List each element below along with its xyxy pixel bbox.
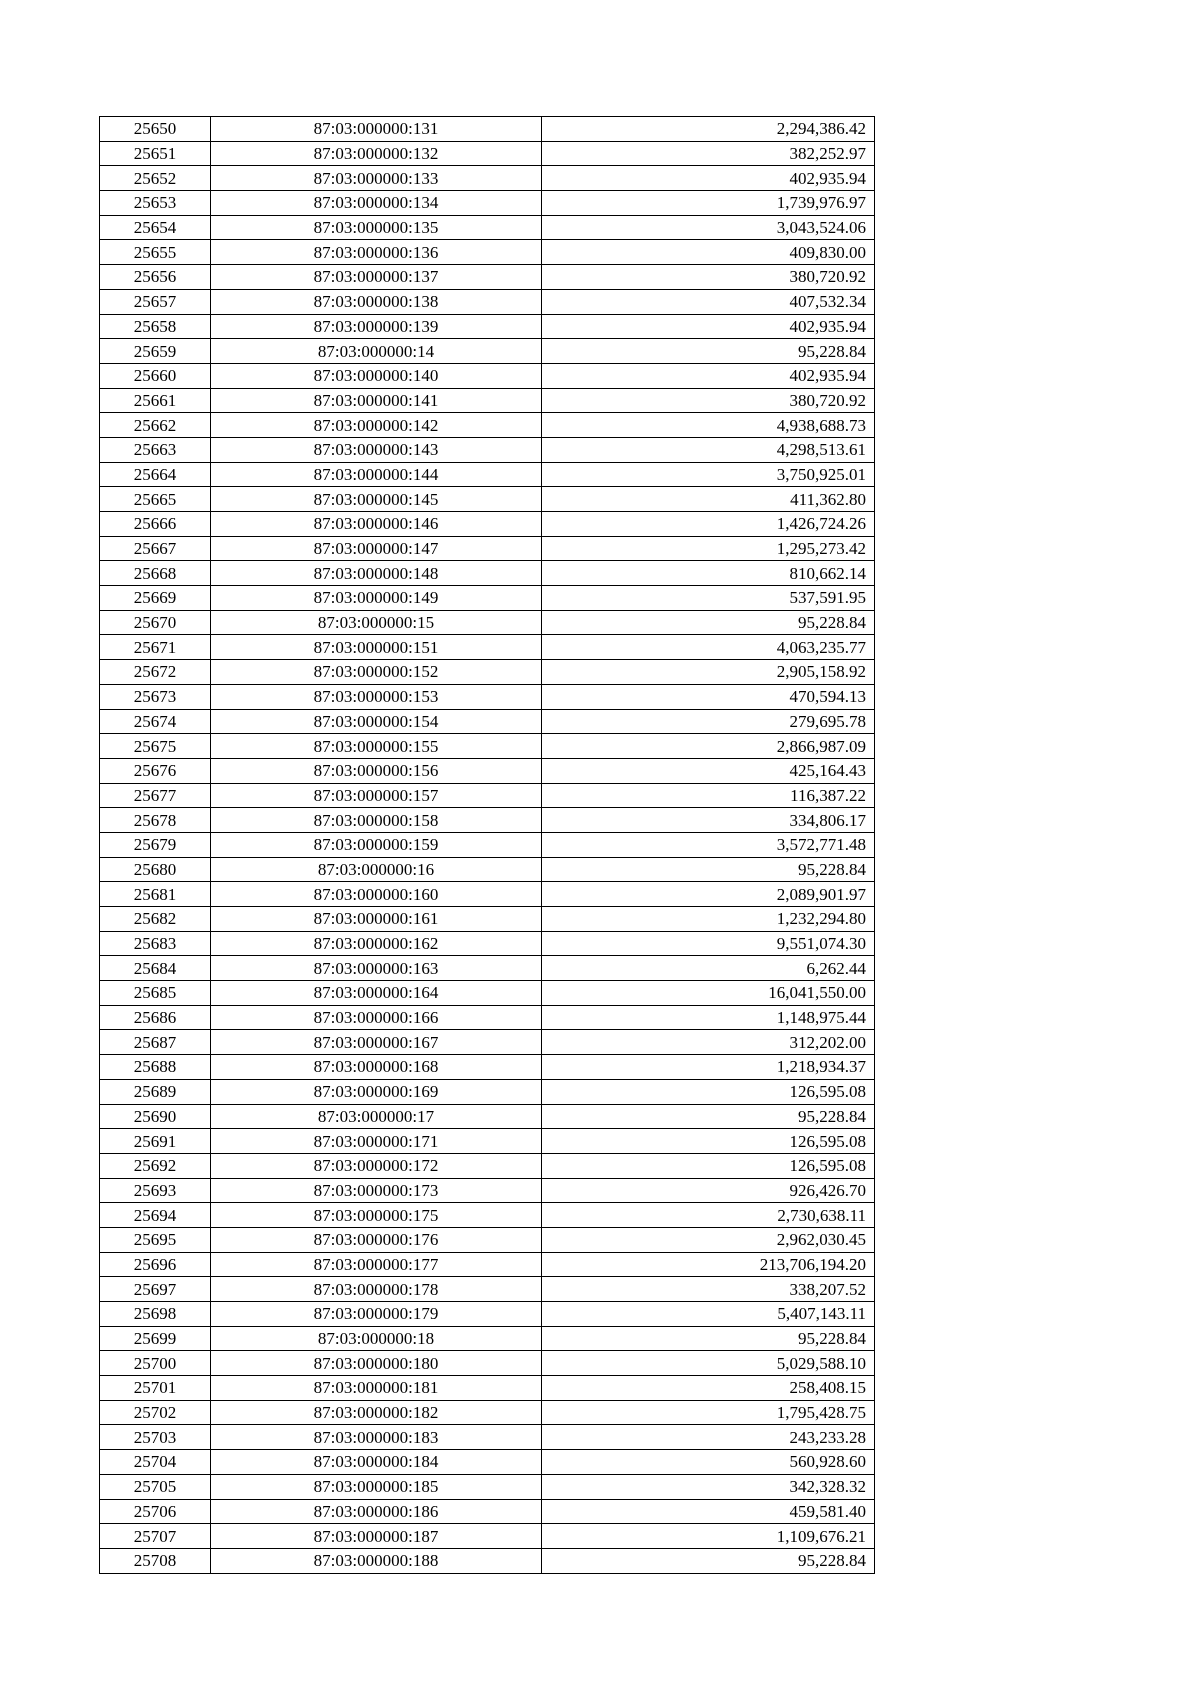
value-cell: 1,218,934.37: [542, 1055, 875, 1080]
row-number-cell: 25673: [100, 684, 211, 709]
value-cell: 4,298,513.61: [542, 437, 875, 462]
cadastral-number-cell: 87:03:000000:15: [211, 610, 542, 635]
table-row: [100, 536, 875, 561]
cadastral-number-cell: 87:03:000000:143: [211, 437, 542, 462]
cadastral-number-cell: 87:03:000000:148: [211, 561, 542, 586]
table-row: [100, 1400, 875, 1425]
row-number-cell: 25703: [100, 1425, 211, 1450]
cadastral-number-cell: 87:03:000000:169: [211, 1079, 542, 1104]
table-row: [100, 1178, 875, 1203]
table-row: [100, 1376, 875, 1401]
table-row: [100, 166, 875, 191]
row-number-cell: 25651: [100, 141, 211, 166]
table-row: [100, 981, 875, 1006]
value-cell: 810,662.14: [542, 561, 875, 586]
value-cell: 4,063,235.77: [542, 635, 875, 660]
table-row: [100, 561, 875, 586]
table-row: [100, 1104, 875, 1129]
row-number-cell: 25705: [100, 1474, 211, 1499]
cadastral-number-cell: 87:03:000000:162: [211, 931, 542, 956]
cadastral-number-cell: 87:03:000000:161: [211, 907, 542, 932]
row-number-cell: 25685: [100, 981, 211, 1006]
row-number-cell: 25659: [100, 339, 211, 364]
table-row: [100, 1005, 875, 1030]
row-number-cell: 25667: [100, 536, 211, 561]
row-number-cell: 25652: [100, 166, 211, 191]
value-cell: 95,228.84: [542, 857, 875, 882]
value-cell: 407,532.34: [542, 289, 875, 314]
value-cell: 2,866,987.09: [542, 734, 875, 759]
cadastral-number-cell: 87:03:000000:159: [211, 832, 542, 857]
row-number-cell: 25658: [100, 314, 211, 339]
cadastral-number-cell: 87:03:000000:145: [211, 487, 542, 512]
row-number-cell: 25677: [100, 783, 211, 808]
row-number-cell: 25695: [100, 1227, 211, 1252]
cadastral-number-cell: 87:03:000000:144: [211, 462, 542, 487]
table-row: [100, 586, 875, 611]
value-cell: 95,228.84: [542, 1548, 875, 1573]
value-cell: 1,232,294.80: [542, 907, 875, 932]
row-number-cell: 25690: [100, 1104, 211, 1129]
value-cell: 16,041,550.00: [542, 981, 875, 1006]
table-row: [100, 462, 875, 487]
cadastral-number-cell: 87:03:000000:177: [211, 1252, 542, 1277]
cadastral-number-cell: 87:03:000000:175: [211, 1203, 542, 1228]
table-row: [100, 1030, 875, 1055]
value-cell: 126,595.08: [542, 1129, 875, 1154]
table-row: [100, 1326, 875, 1351]
table-row: [100, 1129, 875, 1154]
value-cell: 334,806.17: [542, 808, 875, 833]
value-cell: 5,029,588.10: [542, 1351, 875, 1376]
value-cell: 1,426,724.26: [542, 512, 875, 537]
row-number-cell: 25655: [100, 240, 211, 265]
value-cell: 258,408.15: [542, 1376, 875, 1401]
row-number-cell: 25666: [100, 512, 211, 537]
table-row: [100, 413, 875, 438]
cadastral-number-cell: 87:03:000000:171: [211, 1129, 542, 1154]
table-row: [100, 1499, 875, 1524]
value-cell: 116,387.22: [542, 783, 875, 808]
row-number-cell: 25693: [100, 1178, 211, 1203]
value-cell: 279,695.78: [542, 709, 875, 734]
value-cell: 213,706,194.20: [542, 1252, 875, 1277]
row-number-cell: 25671: [100, 635, 211, 660]
table-row: [100, 1055, 875, 1080]
row-number-cell: 25661: [100, 388, 211, 413]
table-row: [100, 1302, 875, 1327]
row-number-cell: 25665: [100, 487, 211, 512]
row-number-cell: 25683: [100, 931, 211, 956]
cadastral-number-cell: 87:03:000000:142: [211, 413, 542, 438]
value-cell: 9,551,074.30: [542, 931, 875, 956]
cadastral-number-cell: 87:03:000000:152: [211, 660, 542, 685]
cadastral-number-cell: 87:03:000000:16: [211, 857, 542, 882]
table-row: [100, 314, 875, 339]
value-cell: 95,228.84: [542, 1104, 875, 1129]
table-row: [100, 240, 875, 265]
table-row: [100, 832, 875, 857]
row-number-cell: 25670: [100, 610, 211, 635]
row-number-cell: 25691: [100, 1129, 211, 1154]
table-row: [100, 1524, 875, 1549]
cadastral-number-cell: 87:03:000000:149: [211, 586, 542, 611]
row-number-cell: 25676: [100, 758, 211, 783]
table-row: [100, 783, 875, 808]
value-cell: 1,739,976.97: [542, 191, 875, 216]
value-cell: 2,962,030.45: [542, 1227, 875, 1252]
value-cell: 409,830.00: [542, 240, 875, 265]
row-number-cell: 25684: [100, 956, 211, 981]
value-cell: 402,935.94: [542, 166, 875, 191]
row-number-cell: 25706: [100, 1499, 211, 1524]
table-row: [100, 215, 875, 240]
row-number-cell: 25699: [100, 1326, 211, 1351]
cadastral-number-cell: 87:03:000000:153: [211, 684, 542, 709]
cadastral-number-cell: 87:03:000000:14: [211, 339, 542, 364]
row-number-cell: 25689: [100, 1079, 211, 1104]
row-number-cell: 25704: [100, 1450, 211, 1475]
row-number-cell: 25694: [100, 1203, 211, 1228]
cadastral-number-cell: 87:03:000000:187: [211, 1524, 542, 1549]
table-row: [100, 512, 875, 537]
row-number-cell: 25653: [100, 191, 211, 216]
value-cell: 382,252.97: [542, 141, 875, 166]
row-number-cell: 25675: [100, 734, 211, 759]
value-cell: 243,233.28: [542, 1425, 875, 1450]
row-number-cell: 25696: [100, 1252, 211, 1277]
value-cell: 402,935.94: [542, 363, 875, 388]
table-row: [100, 907, 875, 932]
table-row: [100, 1277, 875, 1302]
value-cell: 3,750,925.01: [542, 462, 875, 487]
table-body: [100, 117, 875, 1574]
value-cell: 6,262.44: [542, 956, 875, 981]
table-row: [100, 931, 875, 956]
table-row: [100, 1351, 875, 1376]
row-number-cell: 25698: [100, 1302, 211, 1327]
cadastral-number-cell: 87:03:000000:168: [211, 1055, 542, 1080]
cadastral-number-cell: 87:03:000000:135: [211, 215, 542, 240]
table-row: [100, 857, 875, 882]
row-number-cell: 25654: [100, 215, 211, 240]
row-number-cell: 25701: [100, 1376, 211, 1401]
cadastral-number-cell: 87:03:000000:154: [211, 709, 542, 734]
value-cell: 402,935.94: [542, 314, 875, 339]
row-number-cell: 25687: [100, 1030, 211, 1055]
row-number-cell: 25662: [100, 413, 211, 438]
row-number-cell: 25680: [100, 857, 211, 882]
cadastral-number-cell: 87:03:000000:139: [211, 314, 542, 339]
table-row: [100, 1548, 875, 1573]
table-row: [100, 882, 875, 907]
cadastral-number-cell: 87:03:000000:18: [211, 1326, 542, 1351]
table-row: [100, 1227, 875, 1252]
table-row: [100, 117, 875, 142]
data-table: [99, 116, 875, 1574]
row-number-cell: 25707: [100, 1524, 211, 1549]
table-row: [100, 684, 875, 709]
value-cell: 411,362.80: [542, 487, 875, 512]
table-row: [100, 1203, 875, 1228]
table-row: [100, 758, 875, 783]
row-number-cell: 25697: [100, 1277, 211, 1302]
table-row: [100, 1474, 875, 1499]
cadastral-number-cell: 87:03:000000:183: [211, 1425, 542, 1450]
cadastral-number-cell: 87:03:000000:141: [211, 388, 542, 413]
table-row: [100, 610, 875, 635]
table-row: [100, 388, 875, 413]
table-row: [100, 956, 875, 981]
table-row: [100, 1450, 875, 1475]
cadastral-number-cell: 87:03:000000:163: [211, 956, 542, 981]
cadastral-number-cell: 87:03:000000:132: [211, 141, 542, 166]
value-cell: 1,109,676.21: [542, 1524, 875, 1549]
value-cell: 380,720.92: [542, 265, 875, 290]
row-number-cell: 25663: [100, 437, 211, 462]
value-cell: 560,928.60: [542, 1450, 875, 1475]
table-row: [100, 709, 875, 734]
value-cell: 95,228.84: [542, 610, 875, 635]
table-row: [100, 437, 875, 462]
value-cell: 3,043,524.06: [542, 215, 875, 240]
value-cell: 2,730,638.11: [542, 1203, 875, 1228]
value-cell: 95,228.84: [542, 339, 875, 364]
row-number-cell: 25672: [100, 660, 211, 685]
cadastral-number-cell: 87:03:000000:158: [211, 808, 542, 833]
row-number-cell: 25669: [100, 586, 211, 611]
value-cell: 342,328.32: [542, 1474, 875, 1499]
cadastral-number-cell: 87:03:000000:176: [211, 1227, 542, 1252]
table-row: [100, 339, 875, 364]
row-number-cell: 25692: [100, 1153, 211, 1178]
value-cell: 1,295,273.42: [542, 536, 875, 561]
cadastral-number-cell: 87:03:000000:172: [211, 1153, 542, 1178]
table-row: [100, 141, 875, 166]
table-row: [100, 289, 875, 314]
cadastral-number-cell: 87:03:000000:156: [211, 758, 542, 783]
cadastral-number-cell: 87:03:000000:140: [211, 363, 542, 388]
table-row: [100, 808, 875, 833]
cadastral-number-cell: 87:03:000000:157: [211, 783, 542, 808]
cadastral-number-cell: 87:03:000000:151: [211, 635, 542, 660]
cadastral-number-cell: 87:03:000000:155: [211, 734, 542, 759]
cadastral-number-cell: 87:03:000000:173: [211, 1178, 542, 1203]
value-cell: 2,294,386.42: [542, 117, 875, 142]
value-cell: 459,581.40: [542, 1499, 875, 1524]
cadastral-number-cell: 87:03:000000:185: [211, 1474, 542, 1499]
value-cell: 312,202.00: [542, 1030, 875, 1055]
table-row: [100, 487, 875, 512]
cadastral-number-cell: 87:03:000000:133: [211, 166, 542, 191]
row-number-cell: 25668: [100, 561, 211, 586]
table-row: [100, 1425, 875, 1450]
cadastral-number-cell: 87:03:000000:147: [211, 536, 542, 561]
table-row: [100, 265, 875, 290]
value-cell: 1,148,975.44: [542, 1005, 875, 1030]
cadastral-number-cell: 87:03:000000:160: [211, 882, 542, 907]
table-row: [100, 1079, 875, 1104]
row-number-cell: 25657: [100, 289, 211, 314]
value-cell: 5,407,143.11: [542, 1302, 875, 1327]
row-number-cell: 25688: [100, 1055, 211, 1080]
table-row: [100, 191, 875, 216]
cadastral-number-cell: 87:03:000000:131: [211, 117, 542, 142]
value-cell: 2,089,901.97: [542, 882, 875, 907]
value-cell: 4,938,688.73: [542, 413, 875, 438]
table-row: [100, 1153, 875, 1178]
row-number-cell: 25686: [100, 1005, 211, 1030]
cadastral-number-cell: 87:03:000000:164: [211, 981, 542, 1006]
row-number-cell: 25660: [100, 363, 211, 388]
cadastral-number-cell: 87:03:000000:180: [211, 1351, 542, 1376]
cadastral-number-cell: 87:03:000000:179: [211, 1302, 542, 1327]
row-number-cell: 25681: [100, 882, 211, 907]
cadastral-number-cell: 87:03:000000:167: [211, 1030, 542, 1055]
cadastral-number-cell: 87:03:000000:17: [211, 1104, 542, 1129]
value-cell: 3,572,771.48: [542, 832, 875, 857]
cadastral-number-cell: 87:03:000000:134: [211, 191, 542, 216]
value-cell: 926,426.70: [542, 1178, 875, 1203]
cadastral-number-cell: 87:03:000000:186: [211, 1499, 542, 1524]
cadastral-number-cell: 87:03:000000:166: [211, 1005, 542, 1030]
value-cell: 537,591.95: [542, 586, 875, 611]
row-number-cell: 25674: [100, 709, 211, 734]
row-number-cell: 25702: [100, 1400, 211, 1425]
cadastral-number-cell: 87:03:000000:188: [211, 1548, 542, 1573]
table-row: [100, 734, 875, 759]
value-cell: 95,228.84: [542, 1326, 875, 1351]
cadastral-number-cell: 87:03:000000:138: [211, 289, 542, 314]
cadastral-number-cell: 87:03:000000:178: [211, 1277, 542, 1302]
row-number-cell: 25700: [100, 1351, 211, 1376]
value-cell: 126,595.08: [542, 1079, 875, 1104]
row-number-cell: 25679: [100, 832, 211, 857]
cadastral-number-cell: 87:03:000000:146: [211, 512, 542, 537]
table-row: [100, 363, 875, 388]
row-number-cell: 25664: [100, 462, 211, 487]
row-number-cell: 25656: [100, 265, 211, 290]
row-number-cell: 25678: [100, 808, 211, 833]
row-number-cell: 25650: [100, 117, 211, 142]
cadastral-number-cell: 87:03:000000:137: [211, 265, 542, 290]
value-cell: 126,595.08: [542, 1153, 875, 1178]
row-number-cell: 25682: [100, 907, 211, 932]
cadastral-number-cell: 87:03:000000:181: [211, 1376, 542, 1401]
table-row: [100, 635, 875, 660]
table-row: [100, 1252, 875, 1277]
value-cell: 1,795,428.75: [542, 1400, 875, 1425]
value-cell: 425,164.43: [542, 758, 875, 783]
table-row: [100, 660, 875, 685]
cadastral-number-cell: 87:03:000000:182: [211, 1400, 542, 1425]
value-cell: 380,720.92: [542, 388, 875, 413]
value-cell: 470,594.13: [542, 684, 875, 709]
row-number-cell: 25708: [100, 1548, 211, 1573]
cadastral-number-cell: 87:03:000000:136: [211, 240, 542, 265]
value-cell: 2,905,158.92: [542, 660, 875, 685]
value-cell: 338,207.52: [542, 1277, 875, 1302]
cadastral-number-cell: 87:03:000000:184: [211, 1450, 542, 1475]
